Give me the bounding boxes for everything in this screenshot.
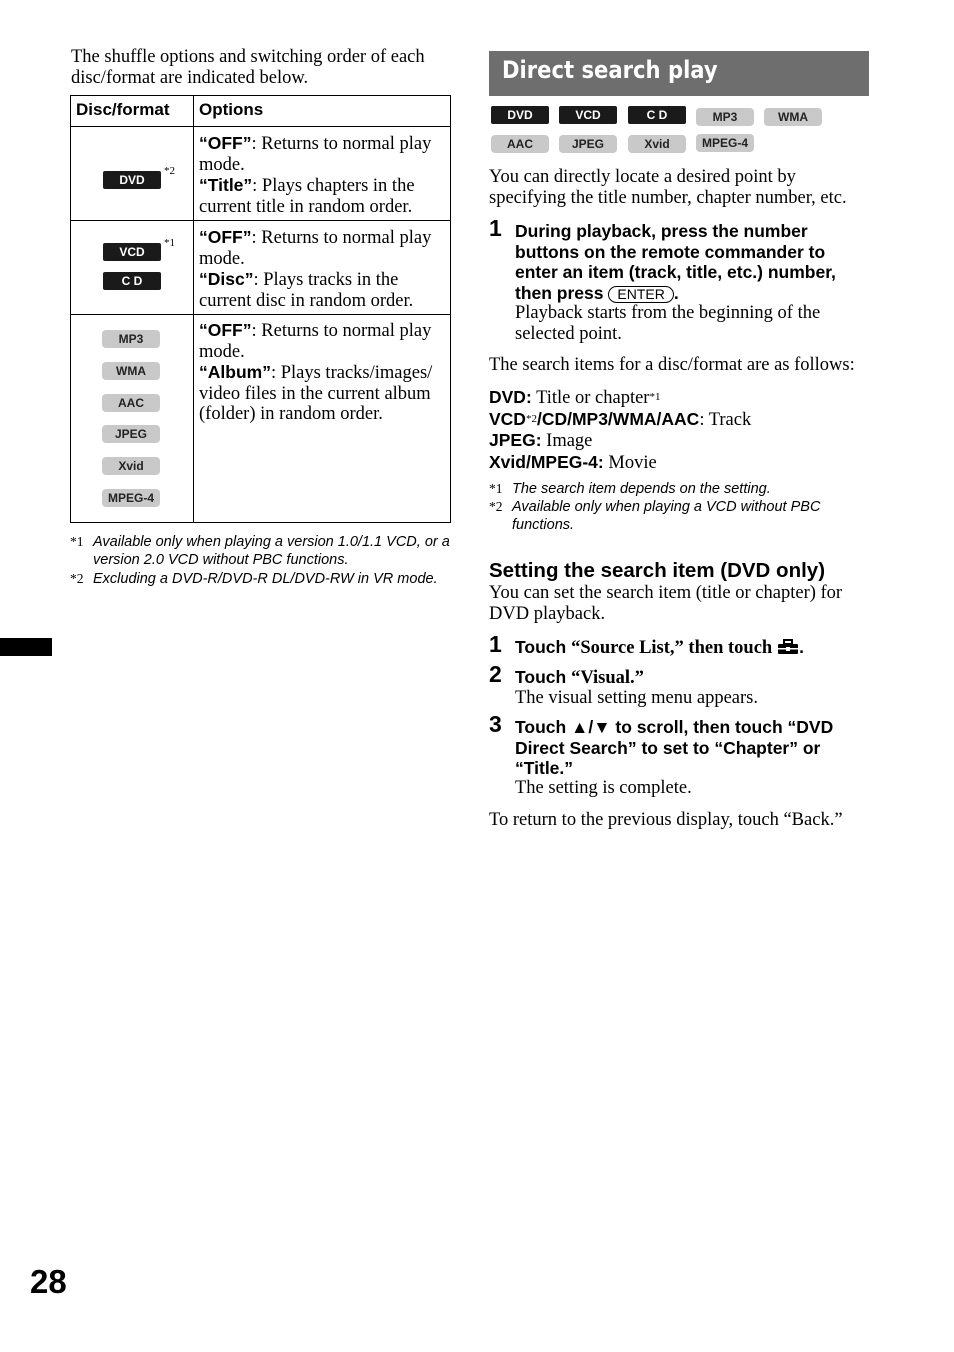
list-item: DVD: Title or chapter$^{*1}$: [489, 387, 661, 408]
list-item: Xvid/MPEG-4: Movie: [489, 451, 657, 473]
closing-note: To return to the previous display, touch “Back.”: [489, 810, 843, 830]
right-footnotes: [489, 480, 871, 534]
option-key: “OFF”: [199, 133, 252, 153]
option-key: “Disc”: [199, 269, 254, 289]
option-text: : Returns to normal play mode.: [199, 134, 432, 175]
option-key: “OFF”: [199, 227, 252, 247]
step-instruction: Touch “Source List,” then touch .: [515, 637, 804, 658]
shuffle-intro: The shuffle options and switching order of each disc/format are indicated below.: [71, 47, 425, 88]
step-number: 3: [489, 711, 502, 737]
step-instruction: Touch “Visual.”: [515, 667, 644, 688]
option-text: : Plays chapters in the current title in random order.: [199, 176, 415, 217]
format-badge-wma: WMA: [102, 362, 160, 380]
option-key: “OFF”: [199, 320, 252, 340]
section-title: Direct search play: [502, 56, 718, 84]
format-badge-vcd: VCD: [559, 106, 617, 124]
format-badge-wma: WMA: [764, 108, 822, 126]
table-row: [71, 221, 451, 315]
step-result: The visual setting menu appears.: [515, 688, 759, 708]
subsection-intro: You can set the search item (title or chapter) for DVD playback.: [489, 583, 843, 624]
option-key: “Title”: [199, 175, 253, 195]
enter-button-symbol: ENTER: [608, 286, 673, 303]
format-badge-cd: C D: [628, 106, 686, 124]
format-badge-xvid: Xvid: [102, 457, 160, 475]
option-key: “Album”: [199, 362, 271, 382]
step-number: 1: [489, 631, 502, 657]
option-text: : Returns to normal play mode.: [199, 321, 432, 362]
step-number: 2: [489, 661, 502, 687]
section-tab-marker: [0, 638, 52, 656]
format-badge-vcd: VCD: [103, 243, 161, 261]
format-badge-cd: C D: [103, 272, 161, 290]
step-instruction: During playback, press the number buttons on the remote commander to enter an item (track, title, etc.) number, then press ENTER .: [515, 221, 836, 303]
table-row: [71, 127, 451, 221]
format-badge-mp3: MP3: [696, 108, 754, 126]
footnote: *1 Available only when playing a version 1.0/1.1 VCD, or a version 2.0 VCD without PBC functions.: [70, 534, 450, 568]
table-header-options: Options: [199, 100, 264, 119]
toolbox-icon: [777, 639, 799, 655]
search-items-list: [489, 387, 874, 473]
format-badge-aac: AAC: [491, 135, 549, 153]
footnote: *2 Available only when playing a VCD without PBC functions.: [489, 499, 821, 533]
format-badge-mpeg4: MPEG-4: [102, 489, 160, 507]
left-footnotes: [70, 533, 450, 588]
search-items-intro: The search items for a disc/format are as follows:: [489, 355, 855, 375]
format-badge-dvd: DVD: [491, 106, 549, 124]
format-badge-mpeg4: MPEG-4: [696, 134, 754, 152]
list-item: VCD$^{*2}$/CD/MP3/WMA/AAC: Track: [489, 408, 752, 430]
table-header-disc: Disc/format: [76, 100, 170, 119]
footnote: *2 Excluding a DVD-R/DVD-R DL/DVD-RW in VR mode.: [70, 571, 438, 587]
step-number: 1: [489, 215, 502, 241]
format-badge-dvd: DVD: [103, 171, 161, 189]
format-badge-jpeg: JPEG: [559, 135, 617, 153]
step-instruction: Touch ▲/▼ to scroll, then touch “DVD Direct Search” to set to “Chapter” or “Title.”: [515, 717, 834, 778]
format-badge-jpeg: JPEG: [102, 425, 160, 443]
step-result: The setting is complete.: [515, 778, 692, 798]
format-badge-aac: AAC: [102, 394, 160, 412]
option-text: : Plays tracks in the current disc in random order.: [199, 270, 414, 311]
list-item: JPEG: Image: [489, 430, 593, 451]
direct-search-intro: You can directly locate a desired point by specifying the title number, chapter number, etc.: [489, 167, 847, 208]
option-text: : Returns to normal play mode.: [199, 228, 432, 269]
subsection-heading: Setting the search item (DVD only): [489, 559, 826, 582]
format-badge-xvid: Xvid: [628, 135, 686, 153]
step-result: Playback starts from the beginning of the selected point.: [515, 303, 821, 344]
footnote-ref: *1: [164, 237, 175, 249]
footnote-ref: *2: [164, 165, 175, 177]
option-text: : Plays tracks/images/ video files in the current album (folder) in random order.: [199, 363, 433, 424]
section-title-bar: [489, 51, 869, 96]
table-row: [71, 315, 451, 523]
shuffle-options-table: [70, 95, 451, 523]
footnote: *1 The search item depends on the setting.: [489, 481, 771, 497]
page-number: 28: [30, 1263, 67, 1300]
format-badge-mp3: MP3: [102, 330, 160, 348]
